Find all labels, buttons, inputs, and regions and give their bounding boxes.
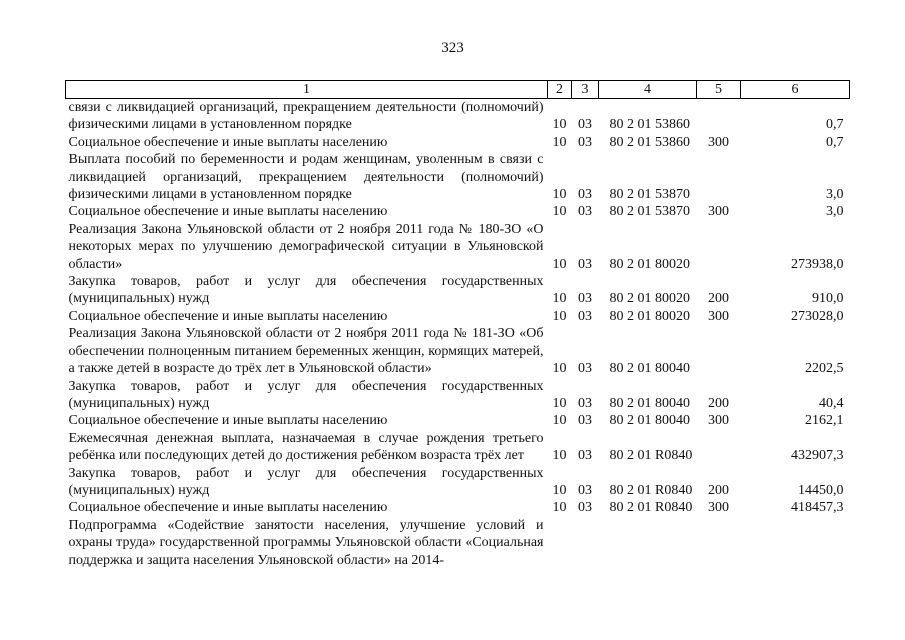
row-description: Реализация Закона Ульяновской области от 2 ноября 2011 года № 181-ЗО «Об обеспечении полноценным питанием беременных женщин, кормящих матерей, а также детей в возрасте до трёх лет в Ульяновской области» <box>68 326 544 377</box>
row-amount: 2162,1 <box>805 413 844 429</box>
row-expense-type: 200 <box>708 482 729 498</box>
page-number: 323 <box>441 40 464 56</box>
row-subsection: 03 <box>578 117 592 133</box>
table-row <box>66 151 850 203</box>
row-target-code: 80 2 01 80040 <box>609 395 690 411</box>
table-row <box>66 273 850 308</box>
table-row <box>66 99 850 134</box>
row-description: Подпрограмма «Содействие занятости населения, улучшение условий и охраны труда» государственной программы Ульяновской области «Социальная поддержка и защита населения Ульяновской области» на 2014- <box>68 517 544 568</box>
row-description: связи с ликвидацией организаций, прекращением деятельности (полномочий) физическими лицами в установленном порядке <box>68 100 544 133</box>
row-expense-type: 200 <box>708 291 729 307</box>
row-subsection: 03 <box>578 291 592 307</box>
row-target-code: 80 2 01 53870 <box>609 204 690 220</box>
row-target-code: 80 2 01 80040 <box>609 413 690 429</box>
row-expense-type <box>697 430 741 465</box>
row-amount: 14450,0 <box>798 482 844 498</box>
row-target-code: 80 2 01 53860 <box>609 117 690 133</box>
table-row <box>66 430 850 465</box>
row-amount: 2202,5 <box>805 361 844 377</box>
table-row <box>66 465 850 500</box>
column-header-3: 3 <box>572 81 599 99</box>
table-row <box>66 499 850 516</box>
row-expense-type: 300 <box>708 413 729 429</box>
row-description: Выплата пособий по беременности и родам женщинам, уволенным в связи с ликвидацией организаций, прекращением деятельности (полномочий) физическими лицами в установленном порядке <box>68 152 544 203</box>
row-subsection: 03 <box>578 482 592 498</box>
row-amount: 910,0 <box>812 291 844 307</box>
row-section: 10 <box>552 448 567 464</box>
row-target-code: 80 2 01 53860 <box>609 134 690 150</box>
row-expense-type: 300 <box>708 308 729 324</box>
row-expense-type <box>697 517 741 569</box>
row-amount: 40,4 <box>819 395 844 411</box>
row-description: Закупка товаров, работ и услуг для обеспечения государственных (муниципальных) нужд <box>68 378 544 411</box>
row-subsection: 03 <box>578 395 592 411</box>
row-amount: 273028,0 <box>791 308 844 324</box>
row-target-code: 80 2 01 80040 <box>609 361 690 377</box>
row-section <box>548 517 572 569</box>
row-subsection: 03 <box>578 187 592 203</box>
row-section: 10 <box>552 204 567 220</box>
table-row <box>66 378 850 413</box>
row-section: 10 <box>552 500 567 516</box>
row-amount: 432907,3 <box>791 448 844 464</box>
row-description: Социальное обеспечение и иные выплаты населению <box>68 204 388 220</box>
row-description: Реализация Закона Ульяновской области от 2 ноября 2011 года № 180-ЗО «О некоторых мерах по улучшению демографической ситуации в Ульяновской области» <box>68 221 544 272</box>
table-row <box>66 517 850 569</box>
row-description: Закупка товаров, работ и услуг для обеспечения государственных (муниципальных) нужд <box>68 274 544 307</box>
column-header-1: 1 <box>66 81 548 99</box>
row-subsection: 03 <box>578 134 592 150</box>
table-row <box>66 203 850 220</box>
row-target-code: 80 2 01 80020 <box>609 256 690 272</box>
row-amount <box>741 517 850 569</box>
column-header-6: 6 <box>741 81 850 99</box>
row-section: 10 <box>552 361 567 377</box>
budget-table <box>65 80 849 569</box>
row-subsection: 03 <box>578 448 592 464</box>
row-section: 10 <box>552 134 567 150</box>
row-description: Закупка товаров, работ и услуг для обеспечения государственных (муниципальных) нужд <box>68 465 544 498</box>
row-subsection <box>572 517 599 569</box>
row-subsection: 03 <box>578 256 592 272</box>
row-expense-type <box>697 151 741 203</box>
row-description: Социальное обеспечение и иные выплаты населению <box>68 500 388 516</box>
row-section: 10 <box>552 413 567 429</box>
row-description: Социальное обеспечение и иные выплаты населению <box>68 308 388 324</box>
row-target-code: 80 2 01 80020 <box>609 308 690 324</box>
column-header-2: 2 <box>548 81 572 99</box>
row-target-code <box>599 517 697 569</box>
row-target-code: 80 2 01 R0840 <box>609 482 693 498</box>
table-row <box>66 325 850 377</box>
table-body <box>66 99 850 569</box>
row-amount: 0,7 <box>826 134 844 150</box>
table-row <box>66 134 850 151</box>
row-section: 10 <box>552 256 567 272</box>
column-header-5: 5 <box>697 81 741 99</box>
row-amount: 273938,0 <box>791 256 844 272</box>
row-target-code: 80 2 01 R0840 <box>609 500 693 516</box>
row-section: 10 <box>552 395 567 411</box>
column-header-4: 4 <box>599 81 697 99</box>
row-section: 10 <box>552 117 567 133</box>
row-subsection: 03 <box>578 500 592 516</box>
table-row <box>66 308 850 325</box>
row-section: 10 <box>552 308 567 324</box>
row-amount: 3,0 <box>826 187 844 203</box>
row-subsection: 03 <box>578 361 592 377</box>
row-section: 10 <box>552 291 567 307</box>
row-description: Ежемесячная денежная выплата, назначаемая в случае рождения третьего ребёнка или последующих детей до достижения ребёнком возраста трёх лет <box>68 430 544 464</box>
row-expense-type: 300 <box>708 500 729 516</box>
row-expense-type: 300 <box>708 204 729 220</box>
row-expense-type: 200 <box>708 395 729 411</box>
row-description: Социальное обеспечение и иные выплаты населению <box>68 134 388 150</box>
row-subsection: 03 <box>578 308 592 324</box>
row-description: Социальное обеспечение и иные выплаты населению <box>68 413 388 429</box>
row-section: 10 <box>552 187 567 203</box>
table-header-row <box>66 81 850 99</box>
row-target-code: 80 2 01 80020 <box>609 291 690 307</box>
row-expense-type <box>697 325 741 377</box>
row-amount: 0,7 <box>826 117 844 133</box>
row-expense-type: 300 <box>708 134 729 150</box>
row-amount: 418457,3 <box>791 500 844 516</box>
table-row <box>66 412 850 429</box>
row-expense-type <box>697 99 741 134</box>
row-subsection: 03 <box>578 413 592 429</box>
row-target-code: 80 2 01 R0840 <box>609 448 693 464</box>
row-expense-type <box>697 221 741 273</box>
row-section: 10 <box>552 482 567 498</box>
table-row <box>66 221 850 273</box>
row-amount: 3,0 <box>826 204 844 220</box>
row-target-code: 80 2 01 53870 <box>609 187 690 203</box>
row-subsection: 03 <box>578 204 592 220</box>
